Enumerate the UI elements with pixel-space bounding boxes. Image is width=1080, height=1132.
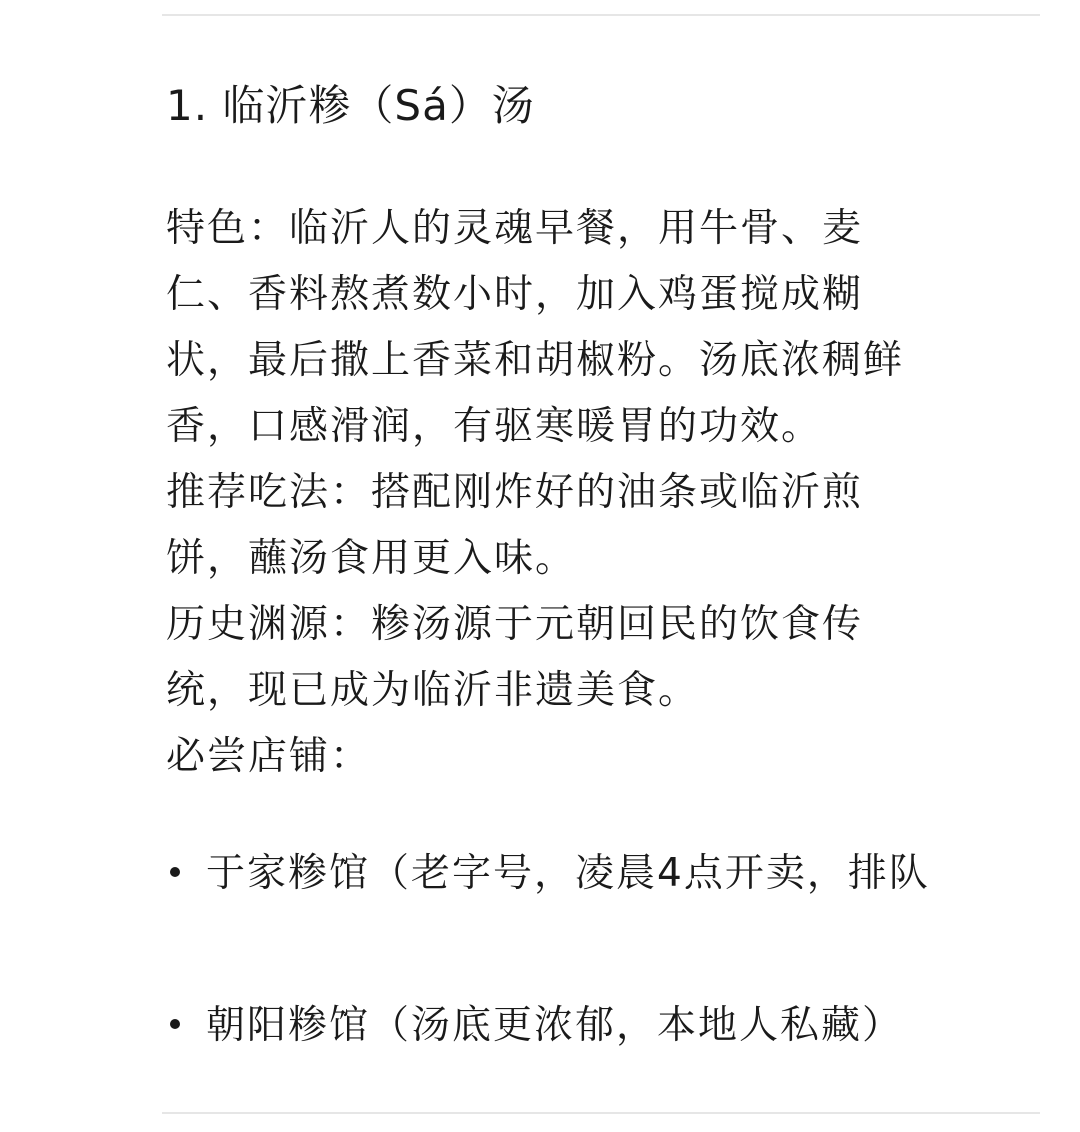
top-divider [162, 14, 1040, 16]
paragraph-line: 香，口感滑润，有驱寒暖胃的功效。 [166, 404, 823, 449]
paragraph-line: 统，现已成为临沂非遗美食。 [166, 668, 700, 713]
bullet-dot-icon [170, 1019, 180, 1029]
paragraph-line: 历史渊源：糁汤源于元朝回民的饮食传 [166, 602, 864, 647]
section-heading: 1. 临沂糁（Sá）汤 [166, 81, 535, 130]
shop-name: 朝阳糁馆（汤底更浓郁，本地人私藏） [206, 1003, 904, 1048]
bullet-dot-icon [170, 867, 180, 877]
paragraph-line: 特色：临沂人的灵魂早餐，用牛骨、麦 [166, 206, 864, 251]
paragraph-line: 饼，蘸汤食用更入味。 [166, 536, 577, 581]
paragraph-line: 仁、香料熬煮数小时，加入鸡蛋搅成糊 [166, 272, 864, 317]
bottom-divider [162, 1112, 1040, 1114]
list-item [166, 998, 903, 1054]
paragraph-line: 状，最后撒上香菜和胡椒粉。汤底浓稠鲜 [166, 338, 905, 383]
paragraph-line: 必尝店铺： [166, 734, 372, 779]
description-paragraph [166, 196, 1006, 790]
paragraph-line: 推荐吃法：搭配刚炸好的油条或临沂煎 [166, 470, 864, 515]
shop-name: 于家糁馆（老字号，凌晨4点开卖，排队 [206, 851, 930, 896]
list-item [166, 846, 930, 902]
